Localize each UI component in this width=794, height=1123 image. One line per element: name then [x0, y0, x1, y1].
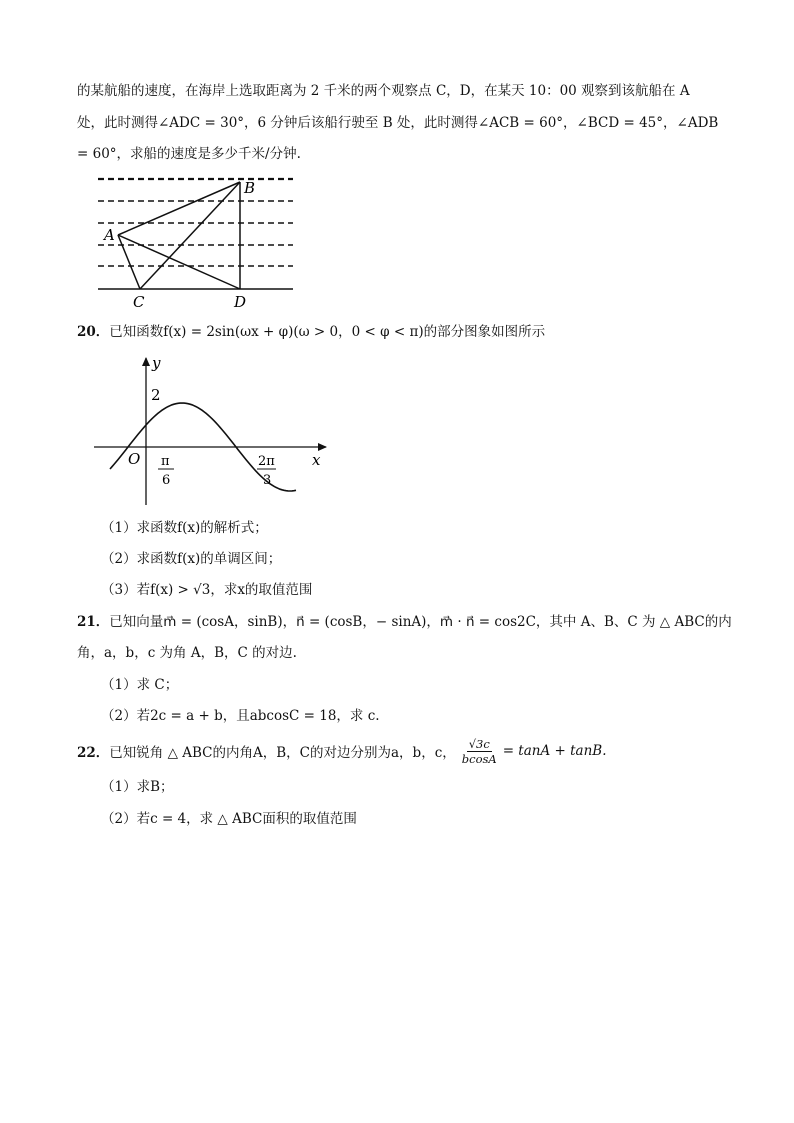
- q20-number: 20．: [77, 324, 110, 340]
- q20-part-3: （3）若f(x) > √3，求x的取值范围: [101, 582, 313, 598]
- y-tick-label: 2: [151, 386, 161, 404]
- q21-stem-line-2: 角，a，b，c 为角 A，B，C 的对边.: [77, 645, 297, 661]
- q22-part-2: （2）若c = 4，求 △ ABC面积的取值范围: [101, 811, 357, 827]
- q22-fraction-denominator: bcosA: [461, 751, 497, 766]
- sea-dashed-lines: [98, 179, 293, 266]
- q20-stem-text: 已知函数f(x) = 2sin(ωx + φ)(ω > 0，0 < φ < π)的部分图象如图所示: [109, 324, 546, 340]
- label-d: D: [234, 293, 247, 311]
- q22-part-1: （1）求B；: [101, 779, 174, 795]
- q21-part-1: （1）求 C；: [101, 677, 179, 693]
- q19-ship-figure: [90, 172, 300, 312]
- label-b: B: [244, 179, 256, 197]
- x-tick2-numerator: 2π: [258, 454, 275, 469]
- x-tick1-denominator: 6: [162, 473, 171, 488]
- q22-fraction-numerator: √3c: [468, 736, 490, 751]
- q22-fraction: [460, 737, 499, 766]
- x-tick1-numerator: π: [161, 454, 170, 469]
- q20-stem: [77, 323, 545, 341]
- origin-label: O: [128, 450, 141, 468]
- q22-stem-before: 已知锐角 △ ABC的内角A，B，C的对边分别为a，b，c，: [109, 745, 456, 761]
- x-axis-label: x: [312, 451, 321, 469]
- q22-stem: [77, 731, 607, 771]
- q22-number: 22．: [77, 745, 110, 761]
- q21-part-2: （2）若2c = a + b，且abcosC = 18，求 c.: [101, 708, 380, 724]
- triangle-lines: [118, 182, 240, 289]
- label-a: A: [104, 226, 115, 244]
- y-axis-label: y: [152, 354, 161, 372]
- q19-text-line-3: = 60°，求船的速度是多少千米/分钟.: [77, 146, 301, 162]
- q20-part-2: （2）求函数f(x)的单调区间；: [101, 551, 282, 567]
- q21-number: 21．: [77, 614, 110, 630]
- q19-text-line-2: 处，此时测得∠ADC = 30°，6 分钟后该船行驶至 B 处，此时测得∠ACB = 60°，∠BCD = 45°，∠ADB: [77, 115, 719, 131]
- q21-stem: [77, 613, 732, 631]
- q22-stem-after: = tanA + tanB.: [502, 743, 607, 759]
- q21-stem-text: 已知向量m⃗ = (cosA，sinB)，n⃗ = (cosB，− sinA)，m⃗ · n⃗ = cos2C，其中 A、B、C 为 △ ABC的内: [109, 614, 732, 630]
- q19-text-line-1: 的某航船的速度，在海岸上选取距离为 2 千米的两个观察点 C，D，在某天 10：00 观察到该航船在 A: [77, 83, 690, 99]
- q20-sine-graph: [90, 350, 340, 520]
- q20-part-1: （1）求函数f(x)的解析式；: [101, 520, 268, 536]
- label-c: C: [133, 293, 145, 311]
- x-tick2-denominator: 3: [263, 473, 272, 488]
